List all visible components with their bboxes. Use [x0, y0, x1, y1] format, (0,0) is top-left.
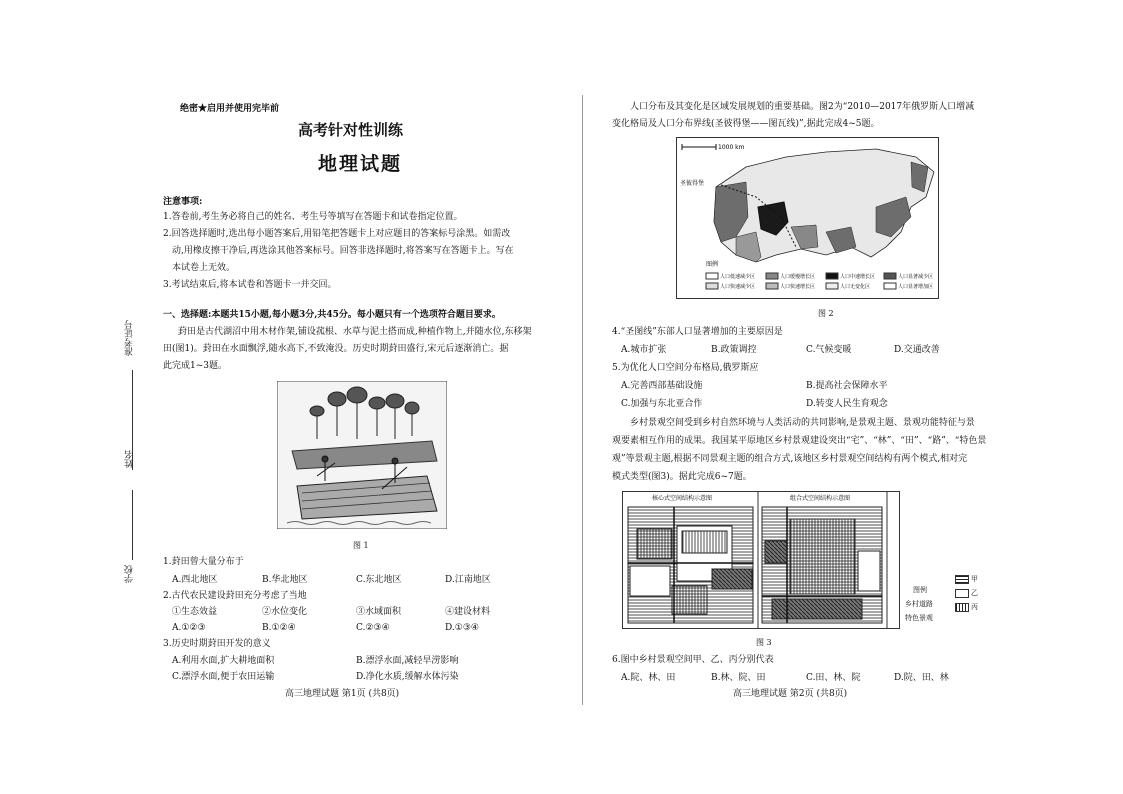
fig3-left-title: 核心式空间结构示意图 — [652, 495, 713, 502]
legend-swatch — [955, 603, 969, 612]
figure-3-diagram — [622, 491, 900, 629]
map-legend-item: 人口低速减少区 — [720, 274, 756, 280]
fig3-legend-keys — [955, 574, 978, 616]
fig3-legend-title: 图例 — [913, 586, 927, 594]
figure-3-caption: 图 3 — [756, 638, 772, 647]
q6-option-d: D.院、田、林 — [894, 673, 949, 683]
question-1: 1.葑田曾大量分布于 — [163, 557, 244, 567]
intro-line: 人口分布及其变化是区域发展规划的重要基础。图2为“2010—2017年俄罗斯人口增减 — [630, 102, 975, 112]
q1-option-c: C.东北地区 — [356, 575, 402, 585]
legend-swatch — [955, 589, 969, 598]
subject-title: 地理试题 — [318, 153, 403, 175]
passage-line: 模式类型(图3)。据此完成6~7题。 — [612, 472, 752, 482]
figure-2-map — [676, 137, 939, 299]
passage-line: 观要素相互作用的成果。我国某平原地区乡村景观建设突出“宅”、“林”、“田”、“路”、“特色景 — [612, 436, 987, 446]
legend-label-bing: 丙 — [971, 603, 978, 611]
legend-swatch — [955, 575, 969, 584]
line-label: 圣彼得堡 — [680, 180, 705, 187]
passage-line: 观”等景观主题,根据不同景观主题的组合方式,该地区乡村景观空间结构有两个模式,相对完 — [612, 454, 968, 464]
q2-item-2: ②水位变化 — [262, 607, 308, 617]
intro-line: 变化格局及人口分布界线(圣彼得堡——图瓦线)”,据此完成4~5题。 — [612, 119, 880, 129]
note-line: 2.回答选择题时,选出每小题答案后,用铅笔把答题卡上对应题目的答案标号涂黑。如需改 — [163, 229, 511, 239]
figure-1-illustration — [277, 381, 447, 529]
q3-option-a: A.利用水面,扩大耕地面积 — [172, 656, 275, 666]
side-line — [132, 490, 133, 560]
fig3-legend-road: 乡村道路 — [905, 600, 933, 608]
q4-option-c: C.气候变暖 — [806, 345, 852, 355]
side-label-exam-number: 准考证号 — [125, 320, 135, 356]
note-line: 本试卷上无效。 — [172, 263, 236, 273]
left-page-footer: 高三地理试题 第1页 (共8页) — [285, 689, 400, 699]
q2-item-4: ④建设材料 — [445, 607, 491, 617]
map-legend-item: 人口显著增加区 — [898, 284, 934, 290]
q4-option-b: B.政策调控 — [711, 345, 757, 355]
map-scale: 1000 km — [718, 144, 745, 151]
q2-option-d: D.①③④ — [445, 623, 479, 633]
q2-option-a: A.①②③ — [172, 623, 206, 633]
question-6: 6.图中乡村景观空间甲、乙、丙分别代表 — [612, 655, 774, 665]
q3-option-b: B.漂浮水面,减轻旱涝影响 — [356, 656, 459, 666]
q2-item-3: ③水域面积 — [356, 607, 402, 617]
q1-option-a: A.西北地区 — [172, 575, 218, 585]
exam-title: 高考针对性训练 — [298, 121, 404, 139]
q6-option-b: B.林、院、田 — [711, 673, 766, 683]
map-legend-item: 人口快速增长区 — [780, 284, 816, 290]
q6-option-a: A.院、林、田 — [621, 673, 676, 683]
passage-line: 此完成1~3题。 — [163, 361, 227, 371]
legend-label-yi: 乙 — [971, 589, 978, 597]
secret-mark: 绝密★启用并使用完毕前 — [180, 104, 280, 114]
question-5: 5.为优化人口空间分布格局,俄罗斯应 — [612, 363, 759, 373]
q1-option-b: B.华北地区 — [262, 575, 308, 585]
figure-2-caption: 图 2 — [818, 309, 834, 318]
q3-option-d: D.净化水质,缓解水体污染 — [356, 672, 459, 682]
note-line: 3.考试结束后,将本试卷和答题卡一并交回。 — [163, 280, 337, 290]
map-legend-item: 人口显著减少区 — [898, 274, 934, 280]
note-line: 动,用橡皮擦干净后,再选涂其他答案标号。回答非选择题时,将答案写在答题卡上。写在 — [172, 246, 514, 256]
question-4: 4.“圣图线”东部人口显著增加的主要原因是 — [612, 327, 783, 337]
legend-label-jia: 甲 — [971, 575, 978, 583]
passage-line: 乡村景观空间受到乡村自然环境与人类活动的共同影响,是景观主题、景观功能特征与景 — [630, 418, 975, 428]
figure-1-caption: 图 1 — [353, 541, 369, 550]
map-legend-item: 人口中速增长区 — [840, 274, 876, 280]
q3-option-c: C.漂浮水面,便于农田运输 — [172, 672, 275, 682]
q2-option-c: C.②③④ — [356, 623, 390, 633]
q6-option-c: C.田、林、院 — [806, 673, 861, 683]
question-2: 2.古代农民建设葑田充分考虑了当地 — [163, 591, 307, 601]
q4-option-a: A.城市扩张 — [621, 345, 667, 355]
q2-option-b: B.①②④ — [262, 623, 296, 633]
passage-line: 葑田是古代湖沼中用木材作架,铺设菰根、水草与泥土搭而成,种植作物上,并随水位,东移架 — [178, 327, 532, 337]
page-fold — [582, 95, 583, 705]
side-label-school: 学校 — [125, 565, 135, 583]
fig3-legend-feature: 特色景观 — [905, 614, 933, 622]
q5-option-c: C.加强与东北亚合作 — [621, 399, 703, 409]
q5-option-a: A.完善西部基础设施 — [621, 381, 703, 391]
q1-option-d: D.江南地区 — [445, 575, 491, 585]
section-heading: 一、选择题:本题共15小题,每小题3分,共45分。每小题只有一个选项符合题目要求。 — [163, 310, 501, 320]
q4-option-d: D.交通改善 — [894, 345, 940, 355]
notes-heading: 注意事项: — [163, 197, 203, 207]
note-line: 1.答卷前,考生务必将自己的姓名、考生号等填写在答题卡和试卷指定位置。 — [163, 212, 463, 222]
map-legend-item: 人口快速减少区 — [720, 284, 756, 290]
q5-option-b: B.提高社会保障水平 — [806, 381, 888, 391]
map-legend-item: 人口缓慢增长区 — [780, 274, 816, 280]
q2-item-1: ①生态效益 — [172, 607, 218, 617]
map-legend-title: 图例 — [706, 261, 719, 268]
right-page-footer: 高三地理试题 第2页 (共8页) — [733, 689, 848, 699]
fig3-right-title: 组合式空间结构示意图 — [790, 495, 851, 502]
passage-line: 田(图1)。葑田在水面飘浮,随水高下,不致淹没。历史时期葑田盛行,宋元后逐渐消亡。据 — [163, 344, 509, 354]
q5-option-d: D.转变人民生育观念 — [806, 399, 888, 409]
map-legend-item: 人口无变化区 — [840, 284, 871, 290]
side-label-name: 姓名 — [125, 450, 135, 468]
question-3: 3.历史时期葑田开发的意义 — [163, 639, 271, 649]
